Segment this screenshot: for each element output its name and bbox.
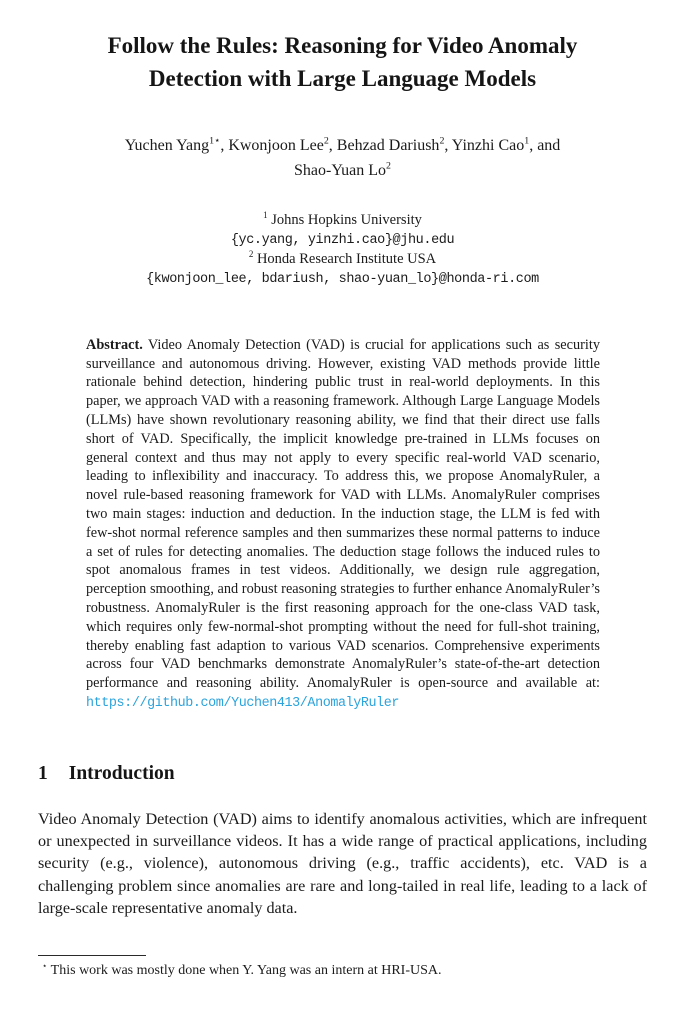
footnote-text: ⋆ This work was mostly done when Y. Yang was an intern at HRI-USA. bbox=[42, 960, 442, 978]
paper-title bbox=[33, 30, 653, 95]
affiliations bbox=[0, 211, 685, 289]
author-line-2: Shao-Yuan Lo$^2$ bbox=[294, 160, 391, 180]
abstract-github-link[interactable]: https://github.com/Yuchen413/AnomalyRuler bbox=[86, 695, 400, 711]
abstract-label: Abstract. bbox=[86, 336, 143, 353]
affiliation-1: $^1$ Johns Hopkins University bbox=[263, 210, 422, 228]
abstract-text: Video Anomaly Detection (VAD) is crucial for applications such as security surveillance and autonomous driving. However, existing VAD methods provide little rationale behind detection, hindering public trust in real-world deployments. In this paper, we approach VAD with a reasoning framework. Although Large Language Models (LLMs) have shown revolutionary reasoning ability, we find that their direct use falls short of VAD. Specifically, the implicit knowledge pre-trained in LLMs focuses on general context and thus may not apply to every specific real-world VAD scenario, leading to inflexibility and inaccuracy. To address this, we propose AnomalyRuler, a novel rule-based reasoning framework for VAD with LLMs. AnomalyRuler comprises two main stages: induction and deduction. In the induction stage, the LLM is fed with few-shot normal reference samples and then summarizes these normal patterns to induce a set of rules for detecting anomalies. The deduction stage follows the induced rules to spot anomalous frames in test videos. Additionally, we design rule aggregation, perception smoothing, and robust reasoning strategies to further enhance AnomalyRuler’s robustness. AnomalyRuler is the first reasoning approach for the one-class VAD task, which requires only few-normal-shot prompting without the need for full-shot training, thereby enabling fast adaption to various VAD scenarios. Comprehensive experiments across four VAD benchmarks demonstrate AnomalyRuler’s state-of-the-art detection performance and reasoning ability. AnomalyRuler is open-source and available at: bbox=[86, 336, 600, 692]
footnote-rule bbox=[38, 955, 146, 956]
intro-paragraph: Video Anomaly Detection (VAD) aims to identify anomalous activities, which are infrequent or unexpected in surveillance videos. It has a wide range of practical applications, including security (e.g., violence), autonomous driving (e.g., traffic accidents), etc. VAD is a challenging problem since anomalies are rare and long-tailed in real life, leading to a lack of large-scale representative anomaly data. bbox=[38, 809, 647, 918]
abstract bbox=[86, 336, 600, 713]
affiliation-2: $^2$ Honda Research Institute USA bbox=[248, 249, 437, 267]
author-list bbox=[0, 134, 685, 184]
title-line-2: Detection with Large Language Models bbox=[148, 65, 537, 91]
footnote bbox=[38, 955, 647, 981]
author-line-1: Yuchen Yang$^{1⋆}$, Kwonjoon Lee$^2$, Behzad Dariush$^2$, Yinzhi Cao$^1$, and bbox=[124, 135, 561, 155]
affiliation-1-email: {yc.yang, yinzhi.cao}@jhu.edu bbox=[230, 233, 455, 249]
section-heading-introduction bbox=[38, 763, 647, 785]
section-title: Introduction bbox=[68, 762, 175, 784]
section-number: 1 bbox=[38, 762, 48, 784]
title-line-1: Follow the Rules: Reasoning for Video Anomaly bbox=[107, 33, 578, 58]
affiliation-2-email: {kwonjoon_lee, bdariush, shao-yuan_lo}@honda-ri.com bbox=[146, 271, 539, 287]
